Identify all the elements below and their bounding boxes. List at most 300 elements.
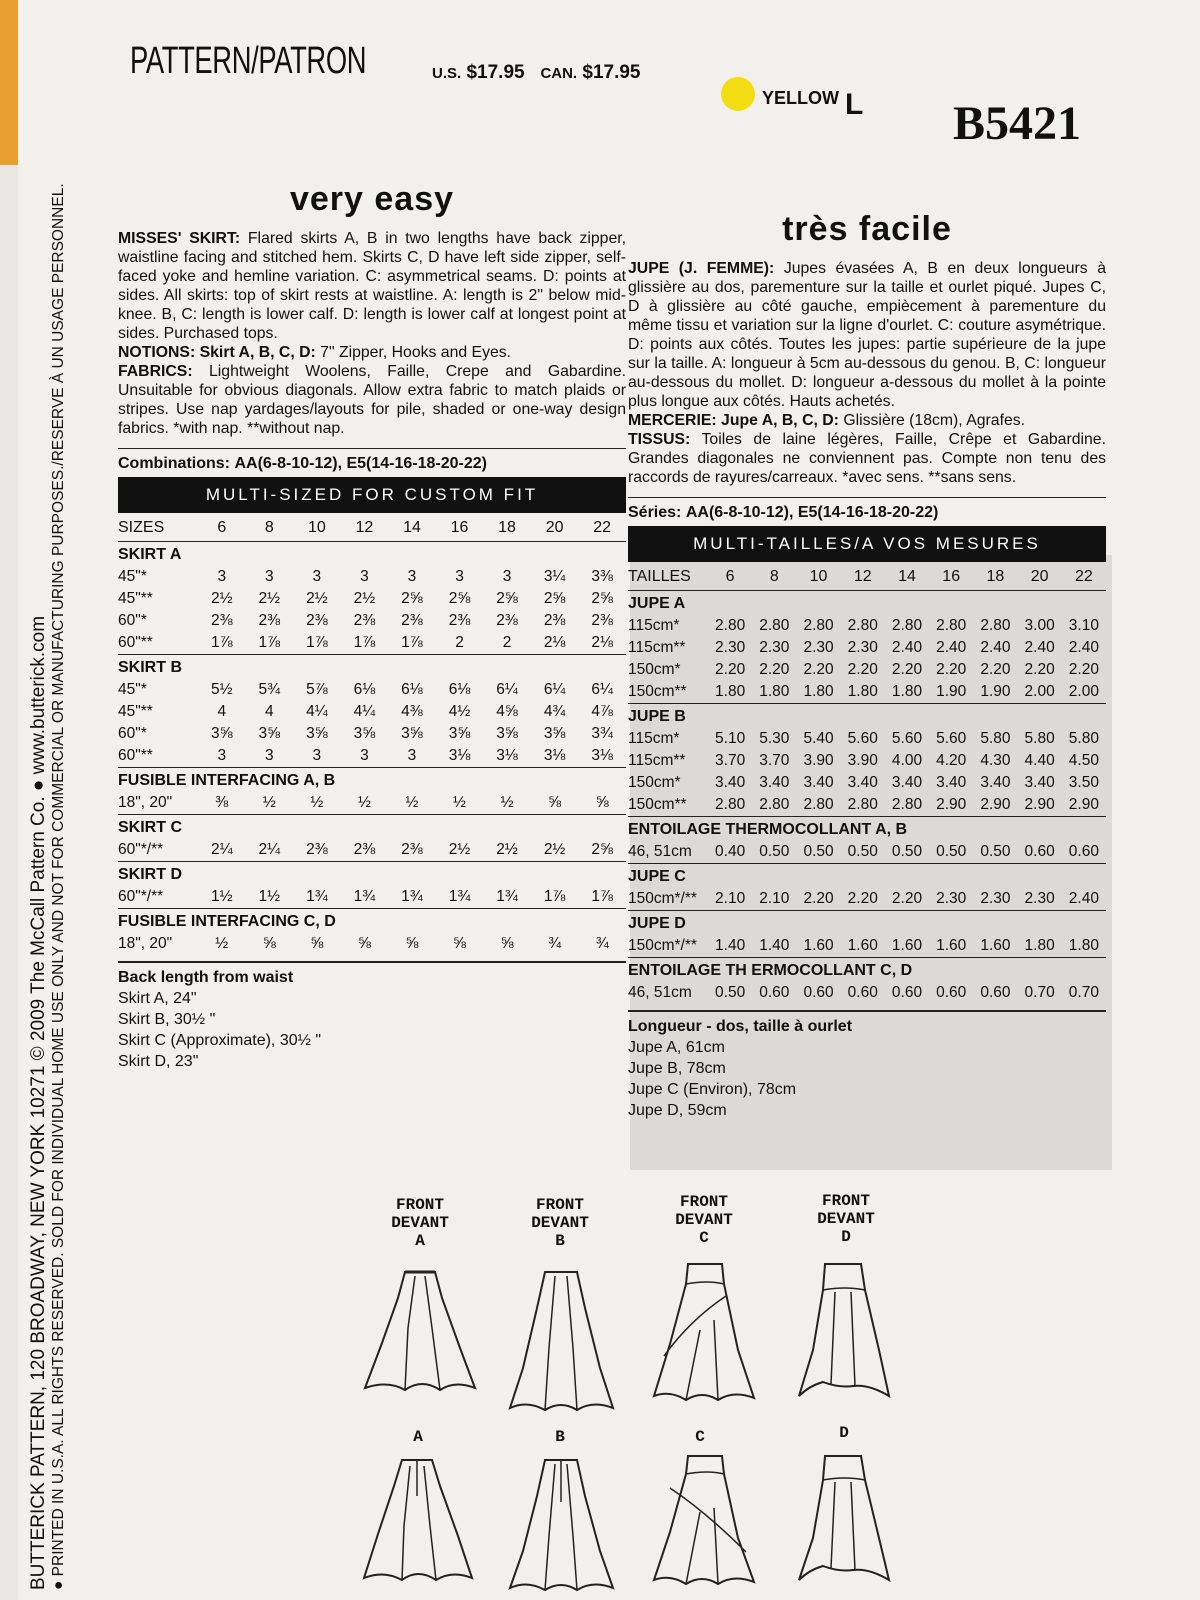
yardage-cell: 1⅞ [258,634,281,651]
yardage-cell: 2.80 [980,617,1011,634]
section-title: ENTOILAGE THERMOCOLLANT A, B [628,817,1106,842]
fabric-width: 60"* [118,612,147,629]
yardage-cell: 0.40 [715,843,746,860]
fabric-width: 60"** [118,747,153,764]
yardage-cell: ¾ [595,935,609,952]
yardage-cell: 2.10 [759,890,790,907]
size-header: 20 [545,519,564,536]
yardage-cell: 0.50 [759,843,790,860]
yardage-cell: 3¼ [543,568,566,585]
yardage-cell: 3⅛ [591,747,613,764]
section-header [118,909,626,934]
yardage-cell: 3 [455,568,464,585]
yardage-cell: 4¾ [543,703,566,720]
section-title: SKIRT A [118,542,626,567]
yardage-cell: 3⅜ [591,568,613,585]
yardage-cell: 2.80 [847,617,878,634]
front-text: FRONT [395,1196,444,1214]
yardage-cell: 3 [407,568,417,585]
yardage-cell: 1.80 [891,683,923,700]
yardage-cell: ⅝ [405,935,419,952]
section-header [628,817,1106,842]
yardage-cell: 3.40 [891,774,923,791]
yardage-cell: 3.70 [715,752,746,769]
desc-title: MISSES' SKIRT: [118,230,241,247]
yardage-cell: 2⅜ [306,612,328,629]
english-heading: very easy [289,180,455,218]
combo-value: AA(6-8-10-12), E5(14-16-18-20-22) [685,504,939,521]
yardage-cell: 2⅜ [543,612,566,629]
yardage-cell: 0.50 [891,843,923,860]
sizes-row [628,562,1106,591]
yardage-cell: 2.20 [936,661,967,678]
section-title: FUSIBLE INTERFACING A, B [118,768,626,793]
yardage-cell: 1½ [258,888,281,905]
back-length-line: Skirt B, 30½ " [118,1011,216,1028]
yardage-cell: 2.20 [980,661,1011,678]
yardage-cell: 3 [265,747,274,764]
yardage-cell: 4 [265,703,274,720]
table-row [118,745,626,768]
yardage-cell: 5.60 [891,730,923,747]
yardage-table-en [118,513,626,955]
yardage-cell: 5⅞ [306,681,328,698]
yardage-cell: 3.40 [936,774,967,791]
skirt-d-front-icon [795,1260,895,1410]
yardage-cell: 1.90 [980,683,1011,700]
french-column [628,210,1106,1121]
yardage-cell: 5.80 [1024,730,1055,747]
yardage-cell: 2.80 [803,796,834,813]
yardage-cell: 2.30 [759,639,790,656]
back-length-en [118,961,626,1072]
front-text: FRONT [821,1192,870,1210]
yardage-cell: ½ [215,935,229,952]
size-header: 6 [725,568,735,585]
section-title: JUPE D [628,911,1106,936]
fabrics-text: Lightweight Woolens, Faille, Crepe and Gabardine. Unsuitable for obvious diagonals. Allow extra fabric to match plaids or stripes. Use nap yardages/layouts for pile, shaded or one-way design fabrics. *with nap. **without nap. [118,363,626,437]
fabric-width: 115cm** [628,752,686,769]
series [628,497,1106,522]
table-row [628,615,1106,637]
yardage-cell: 2.20 [847,661,878,678]
table-row [118,632,626,655]
yardage-cell: 2.30 [847,639,878,656]
yardage-cell: 2⅜ [306,841,328,858]
fabric-width: 115cm* [628,730,680,747]
yardage-cell: ⅜ [215,794,229,811]
back-length-title: Back length from waist [118,969,294,986]
yardage-cell: 2.30 [936,890,967,907]
yardage-cell: ⅝ [357,935,371,952]
yardage-cell: ⅝ [548,794,562,811]
us-price: $17.95 [466,62,525,83]
yardage-cell: 3.40 [980,774,1011,791]
yardage-cell: 1.60 [891,937,923,954]
pattern-code: B5421 [953,97,1082,150]
yardage-cell: 3.50 [1068,774,1099,791]
table-row [628,659,1106,681]
skirt-c-back-icon [650,1452,760,1592]
fabric-width: 45"* [118,568,147,585]
section-header [118,862,626,887]
sizes-label: TAILLES [628,568,691,585]
yardage-cell: 4.20 [936,752,967,769]
fabric-width: 150cm* [628,661,681,678]
yardage-cell: 1⅞ [591,888,613,905]
yardage-cell: 2.80 [891,617,923,634]
yardage-cell: 4⅝ [496,703,518,720]
section-title: SKIRT B [118,655,626,680]
yardage-cell: 0.50 [715,984,746,1001]
yardage-cell: 2.20 [803,890,834,907]
desc-text: Jupes évasées A, B en deux longueurs à glissière au dos, parementure sur la taille et ourlet piqué. Jupes C, D à glissière au côté gauche, empiècement à parementure du même tissu et variation sur la ligne d'ourlet. C: couture asymétrique. D: points aux côtés. Toutes les jupes: partie supérieure de la jupe sur la taille. A: longueur à 5cm au-dessous du genou. B, C: longueur au-dessous du mollet. D: longueur a-dessous du mollet à la pointe plus longue aux côtés. Hauts achetés. [628,260,1106,410]
yardage-cell: 1⅞ [543,888,566,905]
back-length-line: Skirt A, 24" [118,990,197,1007]
yardage-cell: 3¾ [591,725,613,742]
price-block [432,62,641,84]
yardage-cell: 1.60 [847,937,878,954]
yardage-cell: 0.60 [891,984,923,1001]
size-header: 16 [450,519,469,536]
yardage-cell: 6¼ [591,681,613,698]
section-header [628,911,1106,936]
yardage-cell: 2 [455,634,464,651]
size-header: 14 [898,568,916,585]
yardage-cell: 1.80 [715,683,746,700]
yardage-cell: 2.40 [1068,890,1099,907]
fabric-width: 18", 20" [118,794,173,811]
yardage-cell: 2⅝ [543,590,566,607]
fabric-width: 60"*/** [118,841,164,858]
section-header [628,704,1106,729]
yardage-cell: 3.90 [803,752,834,769]
fabric-width: 60"** [118,634,153,651]
table-row [118,610,626,632]
yardage-cell: 3.10 [1068,617,1099,634]
yardage-cell: ⅝ [453,935,466,952]
yardage-cell: 2½ [353,590,376,607]
section-header [118,768,626,793]
yardage-cell: 2½ [543,841,566,858]
yardage-cell: 3.40 [847,774,878,791]
yardage-cell: 1.80 [759,683,790,700]
yardage-cell: 3.40 [715,774,746,791]
yardage-cell: 1.80 [1068,937,1099,954]
yardage-cell: 3 [360,568,369,585]
english-column [118,180,626,1072]
section-header [628,864,1106,889]
view-letter: D [841,1228,851,1246]
yardage-cell: 2.80 [847,796,878,813]
table-row [628,794,1106,817]
yardage-cell: 3⅛ [543,747,566,764]
table-row [628,637,1106,659]
yardage-cell: 3⅝ [210,725,233,742]
yardage-cell: 1¾ [496,888,518,905]
french-description [628,259,1106,487]
table-row [628,772,1106,794]
section-header [118,655,626,680]
yardage-cell: ⅝ [500,935,514,952]
size-header: 12 [853,568,872,585]
section-header [118,815,626,840]
size-banner-fr: MULTI-TAILLES/A VOS MESURES [628,526,1106,562]
yardage-cell: ⅝ [595,794,609,811]
view-letter: C [699,1229,709,1247]
section-title: JUPE C [628,864,1106,889]
yardage-cell: 3 [217,747,227,764]
table-row [118,679,626,701]
yardage-cell: 2⅝ [591,841,613,858]
view-letter: B [555,1232,565,1250]
yardage-cell: 0.50 [936,843,967,860]
yardage-cell: 4.00 [891,752,923,769]
yardage-table-fr [628,562,1106,1004]
yardage-cell: 2¼ [258,841,281,858]
yardage-cell: 3 [217,568,227,585]
table-row [118,886,626,909]
notions-text: 7" Zipper, Hooks and Eyes. [320,344,512,361]
yardage-cell: 2.30 [715,639,746,656]
yardage-cell: 1.40 [715,937,746,954]
legal-sidebar [28,183,68,1590]
back-length-line: Skirt C (Approximate), 30½ " [118,1032,322,1049]
yardage-cell: 3.40 [803,774,834,791]
yardage-cell: 2.30 [980,890,1011,907]
yardage-cell: 2.40 [1024,639,1055,656]
table-row [628,728,1106,750]
yardage-cell: 1¾ [401,888,423,905]
back-label-c: C [695,1428,705,1446]
yardage-cell: 0.50 [980,843,1011,860]
table-row [118,792,626,815]
yardage-cell: 3⅝ [258,725,281,742]
yardage-cell: 3⅝ [448,725,471,742]
fabrics-text: Toiles de laine légères, Faille, Crêpe et Gabardine. Grandes diagonales ne conviennent pas. Compte non tenu des raccords de rayures/carreaux. *avec sens. **sans sens. [628,431,1106,486]
fabric-width: 115cm* [628,617,680,634]
yardage-cell: 0.60 [980,984,1011,1001]
size-header: 14 [403,519,421,536]
size-header: 6 [217,519,227,536]
yardage-cell: 2.40 [980,639,1011,656]
yardage-cell: 3⅝ [306,725,328,742]
yardage-cell: 2⅝ [591,590,613,607]
yardage-cell: 3.40 [759,774,790,791]
yardage-cell: 2.80 [803,617,834,634]
yardage-cell: ½ [262,794,276,811]
yardage-cell: 2½ [496,841,518,858]
fabric-width: 60"* [118,725,147,742]
yardage-cell: 5.80 [980,730,1011,747]
front-text: FRONT [535,1196,584,1214]
sizes-row [118,513,626,542]
devant-text: DEVANT [391,1214,449,1232]
back-length-fr [628,1010,1106,1121]
front-label-b [500,1196,620,1250]
section-header [118,542,626,567]
yardage-cell: 0.60 [759,984,790,1001]
yardage-cell: 4.50 [1068,752,1099,769]
yardage-cell: 2.30 [803,639,834,656]
skirt-a-back-icon [360,1456,475,1586]
yardage-cell: 2⅝ [496,590,518,607]
color-label: YELLOW [762,88,839,108]
yardage-cell: 3 [312,568,322,585]
notions-title: MERCERIE: Jupe A, B, C, D: [628,412,839,429]
yardage-cell: 0.60 [936,984,967,1001]
front-label-c [644,1193,764,1247]
size-header: 20 [1030,568,1049,585]
desc-title: JUPE (J. FEMME): [628,260,775,277]
yardage-cell: 3 [407,747,417,764]
yardage-cell: 2.20 [715,661,746,678]
yardage-cell: ½ [500,794,514,811]
yardage-cell: 5¾ [258,681,281,698]
size-header: 16 [942,568,961,585]
yardage-cell: 2⅜ [353,841,376,858]
table-row [628,982,1106,1004]
fabrics-title: TISSUS: [628,431,691,448]
yardage-cell: 2.90 [1068,796,1099,813]
can-price: $17.95 [582,62,641,83]
yardage-cell: 2.30 [1024,890,1055,907]
yardage-cell: 5.40 [803,730,834,747]
table-row [118,933,626,955]
fabric-width: 150cm* [628,774,681,791]
fabric-width: 150cm*/** [628,890,697,907]
yardage-cell: 1¾ [306,888,328,905]
combinations [118,448,626,473]
yardage-cell: 2½ [258,590,281,607]
fabric-width: 46, 51cm [628,843,692,860]
yardage-cell: 1.60 [936,937,967,954]
yardage-cell: 2.20 [847,890,878,907]
yardage-cell: 2.90 [980,796,1011,813]
devant-text: DEVANT [531,1214,589,1232]
yardage-cell: 2⅜ [448,612,471,629]
yardage-cell: 2.40 [891,639,923,656]
combo-value: AA(6-8-10-12), E5(14-16-18-20-22) [234,455,488,472]
yardage-cell: 2.20 [803,661,834,678]
yardage-cell: 0.60 [1024,843,1055,860]
front-label-a [360,1196,480,1250]
table-row [628,841,1106,864]
skirt-c-front-icon [650,1260,760,1410]
yardage-cell: 3.40 [1024,774,1055,791]
notions-title: NOTIONS: Skirt A, B, C, D: [118,344,316,361]
size-letter: L [845,88,864,121]
yardage-cell: 0.70 [1024,984,1055,1001]
back-length-line: Skirt D, 23" [118,1053,199,1070]
yardage-cell: ⅝ [262,935,276,952]
fabric-width: 45"* [118,681,147,698]
yardage-cell: 2.40 [1068,639,1099,656]
yardage-cell: 0.50 [803,843,834,860]
section-title: FUSIBLE INTERFACING C, D [118,909,626,934]
table-row [628,681,1106,704]
yardage-cell: 1⅞ [353,634,376,651]
section-title: SKIRT C [118,815,626,840]
yardage-cell: 1.80 [847,683,878,700]
size-header: 22 [593,519,612,536]
yardage-cell: 6⅛ [401,681,423,698]
table-row [628,750,1106,772]
table-row [118,723,626,745]
rights-line: ● PRINTED IN U.S.A. ALL RIGHTS RESERVED. SOLD FOR INDIVIDUAL HOME USE ONLY AND NOT FOR COMMERCIAL OR MANUFACTURING PURPOSES./RESERVE À UN USAGE PERSONNEL. [50,183,67,1590]
devant-text: DEVANT [817,1210,875,1228]
size-header: 22 [1074,568,1093,585]
yardage-cell: 2.80 [891,796,923,813]
yardage-cell: ½ [453,794,466,811]
yardage-cell: 4¼ [306,703,328,720]
back-length-line: Jupe B, 78cm [628,1060,726,1077]
fabric-width: 150cm*/** [628,937,697,954]
size-header: 12 [355,519,374,536]
yardage-cell: 2.80 [759,796,790,813]
us-label: U.S. [432,65,462,82]
section-title: ENTOILAGE TH ERMOCOLLANT C, D [628,958,1106,983]
skirt-b-back-icon [505,1456,620,1596]
yardage-cell: 3 [265,568,274,585]
yardage-cell: 2.80 [715,617,746,634]
table-row [118,839,626,862]
yardage-cell: 5.80 [1068,730,1099,747]
yardage-cell: 6¼ [496,681,518,698]
fabric-width: 150cm** [628,683,687,700]
yardage-cell: 6⅛ [448,681,471,698]
yellow-dot-icon [721,77,755,111]
yardage-cell: 2.10 [715,890,746,907]
yardage-cell: 2⅜ [401,612,423,629]
yardage-cell: 2⅜ [401,841,423,858]
sizes-label: SIZES [118,519,165,536]
yardage-cell: 4⅞ [591,703,613,720]
yardage-cell: 1⅞ [306,634,328,651]
yardage-cell: 3⅝ [401,725,423,742]
devant-text: DEVANT [675,1211,733,1229]
yardage-cell: 2⅝ [448,590,471,607]
fabrics-title: FABRICS: [118,363,193,380]
section-header [628,591,1106,616]
yardage-cell: 4.30 [980,752,1011,769]
yardage-cell: 1.80 [1024,937,1055,954]
yardage-cell: 5.60 [847,730,878,747]
section-title: JUPE A [628,591,1106,616]
fabric-width: 45"** [118,590,153,607]
fabric-width: 150cm** [628,796,687,813]
size-banner: MULTI-SIZED FOR CUSTOM FIT [118,477,626,513]
yardage-cell: ½ [310,794,324,811]
yardage-cell: 1.60 [803,937,834,954]
size-header: 18 [986,568,1005,585]
table-row [118,701,626,723]
yardage-cell: 2.00 [1068,683,1099,700]
can-label: CAN. [540,65,578,82]
yardage-cell: 3⅝ [496,725,518,742]
skirt-d-back-icon [795,1452,895,1592]
yardage-cell: 5.10 [715,730,746,747]
section-title: SKIRT D [118,862,626,887]
yardage-cell: 2½ [210,590,233,607]
yardage-cell: 3⅛ [448,747,471,764]
yardage-cell: 2½ [448,841,471,858]
back-length-line: Jupe A, 61cm [628,1039,725,1056]
yardage-cell: 2.40 [936,639,967,656]
yardage-cell: 3 [502,568,512,585]
fabric-width: 60"*/** [118,888,164,905]
front-text: FRONT [679,1193,728,1211]
